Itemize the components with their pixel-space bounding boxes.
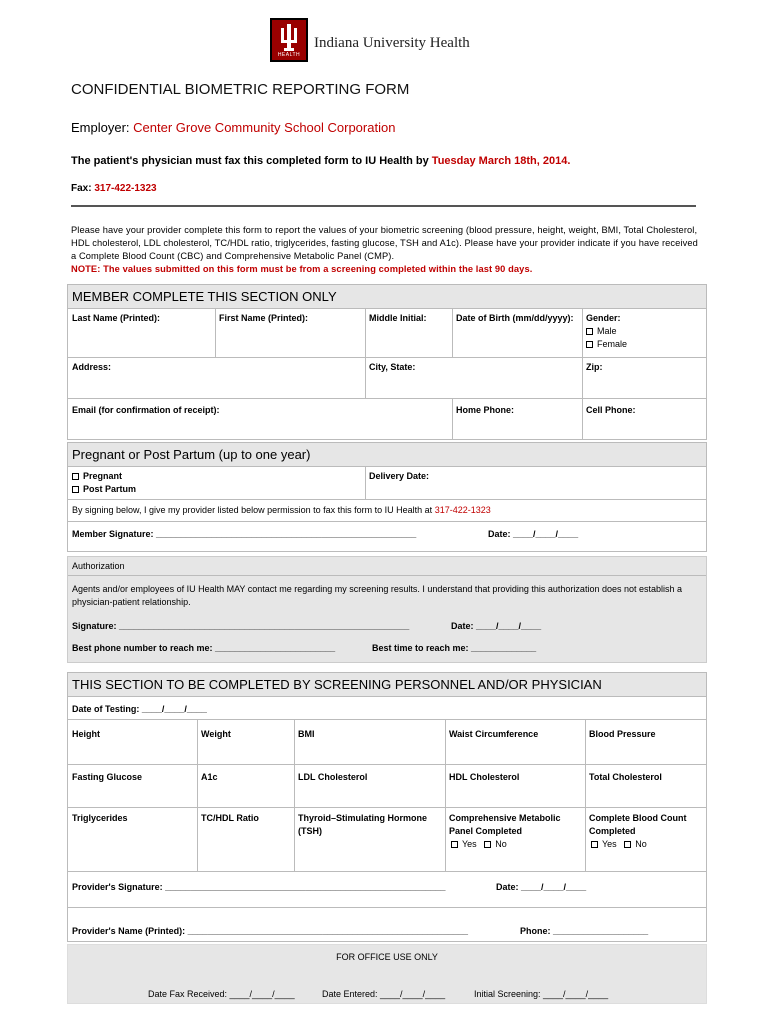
divider [452,308,453,357]
hdl-field[interactable]: HDL Cholesterol [449,772,520,782]
page-title: CONFIDENTIAL BIOMETRIC REPORTING FORM [71,81,410,98]
checkbox-icon[interactable] [591,841,598,848]
blood-pressure-field[interactable]: Blood Pressure [589,729,656,739]
ldl-field[interactable]: LDL Cholesterol [298,772,368,782]
checkbox-icon[interactable] [586,341,593,348]
member-signature-field[interactable]: Member Signature: ____________________________________________________ [72,529,417,539]
intro-paragraph [71,224,701,276]
fax-instruction [71,155,570,167]
divider [68,719,706,720]
checkbox-icon[interactable] [586,328,593,335]
provider-name-field[interactable]: Provider's Name (Printed): ________________________________________________________ [72,926,468,936]
cbc-yes-option[interactable] [591,839,617,849]
intro-text: Please have your provider complete this form to report the values of your biometric screening (blood pressure, height, weight, BMI, Total Cholesterol, HDL cholesterol, LDL cholesterol, TC/HDL ratio, triglycerides, fasting glucose, TSH and A1c). Please have your provider indicate if you have received a Complete Blood Count (CBC) and Comprehensive Metabolic Panel (CMP). [71,225,698,261]
member-signature-date[interactable]: Date: ____/____/____ [488,529,579,539]
authorization-header: Authorization [72,561,125,571]
home-phone-field[interactable]: Home Phone: [456,405,515,415]
checkbox-icon[interactable] [451,841,458,848]
zip-field[interactable]: Zip: [586,362,603,372]
date-of-testing-field[interactable]: Date of Testing: ____/____/____ [72,704,207,714]
divider [68,499,706,500]
divider [445,719,446,871]
provider-phone-field[interactable]: Phone: ___________________ [520,926,649,936]
cmp-label: Comprehensive Metabolic Panel Completed [449,813,561,836]
cbc-no-option[interactable] [624,839,647,849]
cbc-label: Complete Blood Count Completed [589,813,687,836]
iu-health-logo-mark [270,18,308,62]
divider [294,719,295,871]
address-field[interactable]: Address: [72,362,112,372]
cbc-options [589,838,701,851]
employer-label: Employer: [71,120,130,135]
divider [365,466,366,499]
last-name-field[interactable]: Last Name (Printed): [72,313,161,323]
fasting-glucose-field[interactable]: Fasting Glucose [72,772,143,782]
provider-signature-field[interactable]: Provider's Signature: ________________________________________________________ [72,882,446,892]
female-label: Female [597,339,628,349]
divider [585,719,586,871]
screening-section [67,672,707,942]
fax-instruction-text: The patient's physician must fax this completed form to IU Health by [71,155,429,167]
cmp-group [449,812,579,851]
date-entered-field[interactable]: Date Entered: ____/____/____ [322,989,446,999]
trident-icon [279,24,299,52]
total-cholesterol-field[interactable]: Total Cholesterol [589,772,662,782]
pregnant-label: Pregnant [83,471,123,481]
tc-hdl-ratio-field[interactable]: TC/HDL Ratio [201,813,259,823]
height-field[interactable]: Height [72,729,100,739]
divider [71,205,696,207]
cmp-yes-label: Yes [462,839,477,849]
middle-initial-field[interactable]: Middle Initial: [369,313,427,323]
cmp-options [449,838,579,851]
triglycerides-field[interactable]: Triglycerides [72,813,128,823]
employer-row [71,120,395,135]
email-field[interactable]: Email (for confirmation of receipt): [72,405,220,415]
pregnancy-options [72,470,136,496]
permission-fax: 317-422-1323 [434,505,491,515]
divider [452,398,453,440]
divider [68,575,706,576]
date-fax-received-field[interactable]: Date Fax Received: ____/____/____ [148,989,295,999]
best-phone-field[interactable]: Best phone number to reach me: ________________________ [72,643,336,653]
divider [365,308,366,398]
screening-section-header: THIS SECTION TO BE COMPLETED BY SCREENING PERSONNEL AND/OR PHYSICIAN [68,673,706,697]
cmp-yes-option[interactable] [451,839,477,849]
checkbox-icon[interactable] [624,841,631,848]
pregnancy-section [67,442,707,552]
post-partum-label: Post Partum [83,484,137,494]
gender-option-female[interactable] [586,338,627,351]
fax-row [71,183,157,194]
divider [215,308,216,357]
male-label: Male [597,326,617,336]
pregnancy-section-header: Pregnant or Post Partum (up to one year) [68,443,706,467]
provider-signature-date[interactable]: Date: ____/____/____ [496,882,587,892]
intro-note: NOTE: The values submitted on this form must be from a screening completed within the last 90 days. [71,264,533,274]
divider [582,308,583,440]
divider [68,907,706,908]
dob-field[interactable]: Date of Birth (mm/dd/yyyy): [456,313,574,323]
bmi-field[interactable]: BMI [298,729,315,739]
checkbox-icon[interactable] [484,841,491,848]
gender-label: Gender: [586,313,621,323]
option-post-partum[interactable] [72,483,136,496]
authorization-section [67,556,707,663]
authorization-date-field[interactable]: Date: ____/____/____ [451,621,542,631]
member-section [67,284,707,440]
office-use-header: FOR OFFICE USE ONLY [336,952,438,962]
fax-label: Fax: [71,183,92,194]
gender-group [586,312,627,351]
tsh-field[interactable]: Thyroid–Stimulating Hormone (TSH) [298,813,428,836]
divider [197,719,198,871]
divider [68,521,706,522]
cmp-no-option[interactable] [484,839,507,849]
cbc-yes-label: Yes [602,839,617,849]
a1c-field[interactable]: A1c [201,772,218,782]
city-state-field[interactable]: City, State: [369,362,416,372]
member-section-header: MEMBER COMPLETE THIS SECTION ONLY [68,285,706,309]
employer-value: Center Grove Community School Corporation [133,120,396,135]
initial-screening-field[interactable]: Initial Screening: ____/____/____ [474,989,609,999]
divider [68,764,706,765]
divider [68,357,706,358]
cell-phone-field[interactable]: Cell Phone: [586,405,636,415]
permission-text: By signing below, I give my provider listed below permission to fax this form to IU Health at [72,505,433,515]
best-time-field[interactable]: Best time to reach me: _____________ [372,643,537,653]
option-pregnant[interactable] [72,470,136,483]
gender-option-male[interactable] [586,325,627,338]
weight-field[interactable]: Weight [201,729,231,739]
divider [68,398,706,399]
delivery-date-field[interactable]: Delivery Date: [369,471,430,481]
divider [68,871,706,872]
cbc-no-label: No [635,839,647,849]
first-name-field[interactable]: First Name (Printed): [219,313,309,323]
cbc-group [589,812,701,851]
fax-deadline: Tuesday March 18th, 2014. [431,155,571,167]
office-use-section [67,944,707,1004]
logo-mark-text: HEALTH [277,52,301,58]
waist-field[interactable]: Waist Circumference [449,729,539,739]
fax-number: 317-422-1323 [94,183,157,194]
logo-wordmark: Indiana University Health [314,35,470,51]
checkbox-icon[interactable] [72,486,79,493]
checkbox-icon[interactable] [72,473,79,480]
cmp-no-label: No [495,839,507,849]
authorization-signature-field[interactable]: Signature: __________________________________________________________ [72,621,410,631]
divider [68,807,706,808]
authorization-text: Agents and/or employees of IU Health MAY contact me regarding my screening results. I understand that providing this authorization does not establish a physician-patient relationship. [72,584,683,607]
permission-statement [72,504,491,517]
